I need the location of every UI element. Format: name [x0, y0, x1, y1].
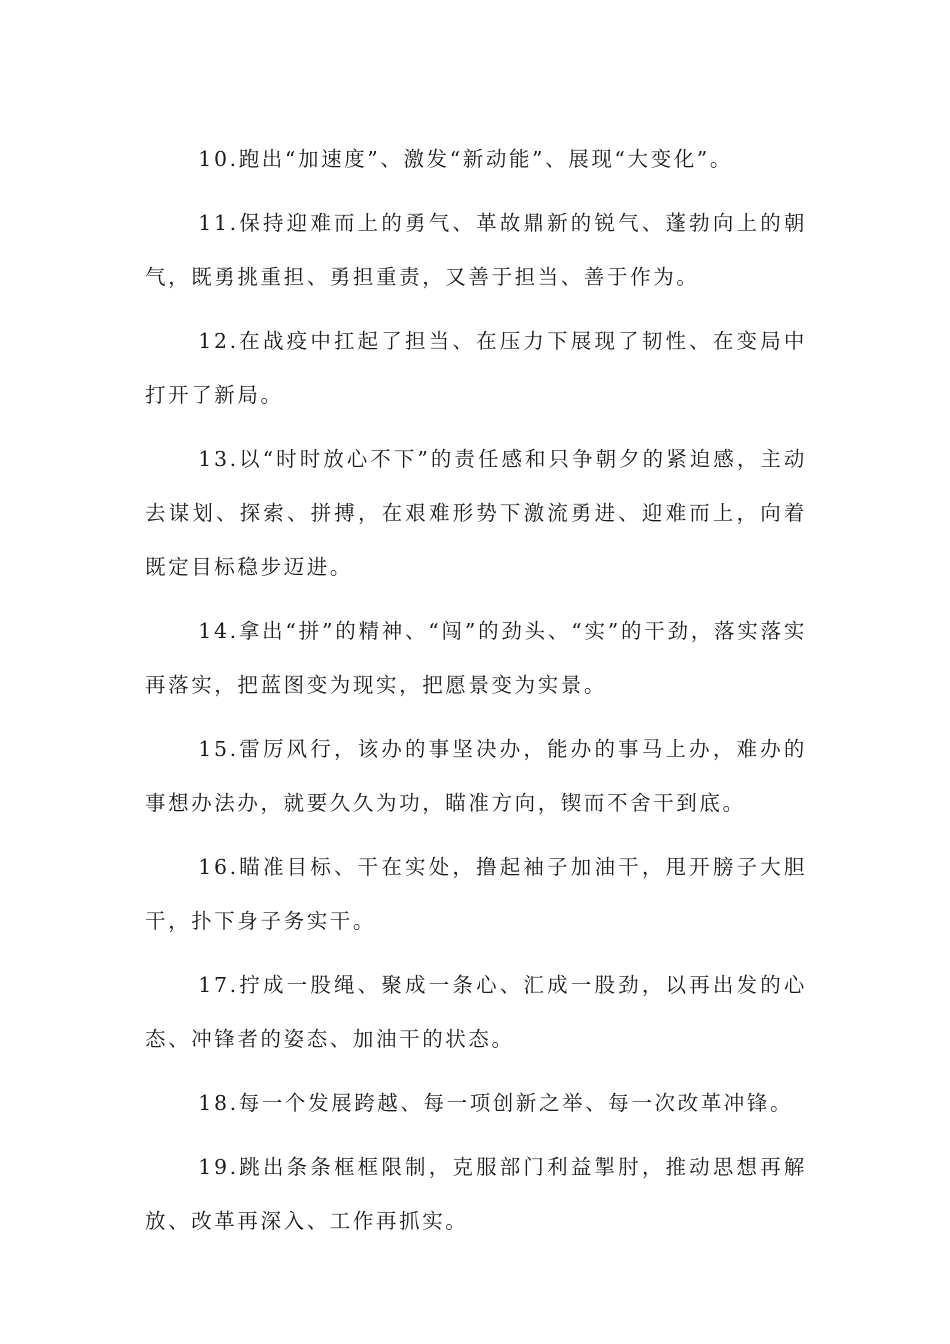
paragraph-16: 16.瞄准目标、干在实处，撸起袖子加油干，甩开膀子大胆干，扑下身子务实干。 — [145, 855, 807, 933]
paragraph-13: 13.以“时时放心不下”的责任感和只争朝夕的紧迫感，主动去谋划、探索、拼搏，在艰难形势下激流勇进、迎难而上，向着既定目标稳步迈进。 — [145, 447, 807, 579]
paragraph-18: 18.每一个发展跨越、每一项创新之举、每一次改革冲锋。 — [198, 1091, 794, 1115]
paragraph-10: 10.跑出“加速度”、激发“新动能”、展现“大变化”。 — [198, 147, 733, 171]
paragraph-14: 14.拿出“拼”的精神、“闯”的劲头、“实”的干劲，落实落实再落实，把蓝图变为现实，把愿景变为实景。 — [145, 619, 807, 697]
paragraph-15: 15.雷厉风行，该办的事坚决办，能办的事马上办，难办的事想办法办，就要久久为功，瞄准方向，锲而不舍干到底。 — [145, 737, 807, 815]
paragraph-12: 12.在战疫中扛起了担当、在压力下展现了韧性、在变局中打开了新局。 — [145, 329, 807, 407]
document-body — [145, 132, 807, 1258]
paragraph-19: 19.跳出条条框框限制，克服部门利益掣肘，推动思想再解放、改革再深入、工作再抓实。 — [145, 1155, 807, 1233]
paragraph-11: 11.保持迎难而上的勇气、革故鼎新的锐气、蓬勃向上的朝气，既勇挑重担、勇担重责，又善于担当、善于作为。 — [145, 211, 807, 289]
paragraph-17: 17.拧成一股绳、聚成一条心、汇成一股劲，以再出发的心态、冲锋者的姿态、加油干的状态。 — [145, 973, 807, 1051]
